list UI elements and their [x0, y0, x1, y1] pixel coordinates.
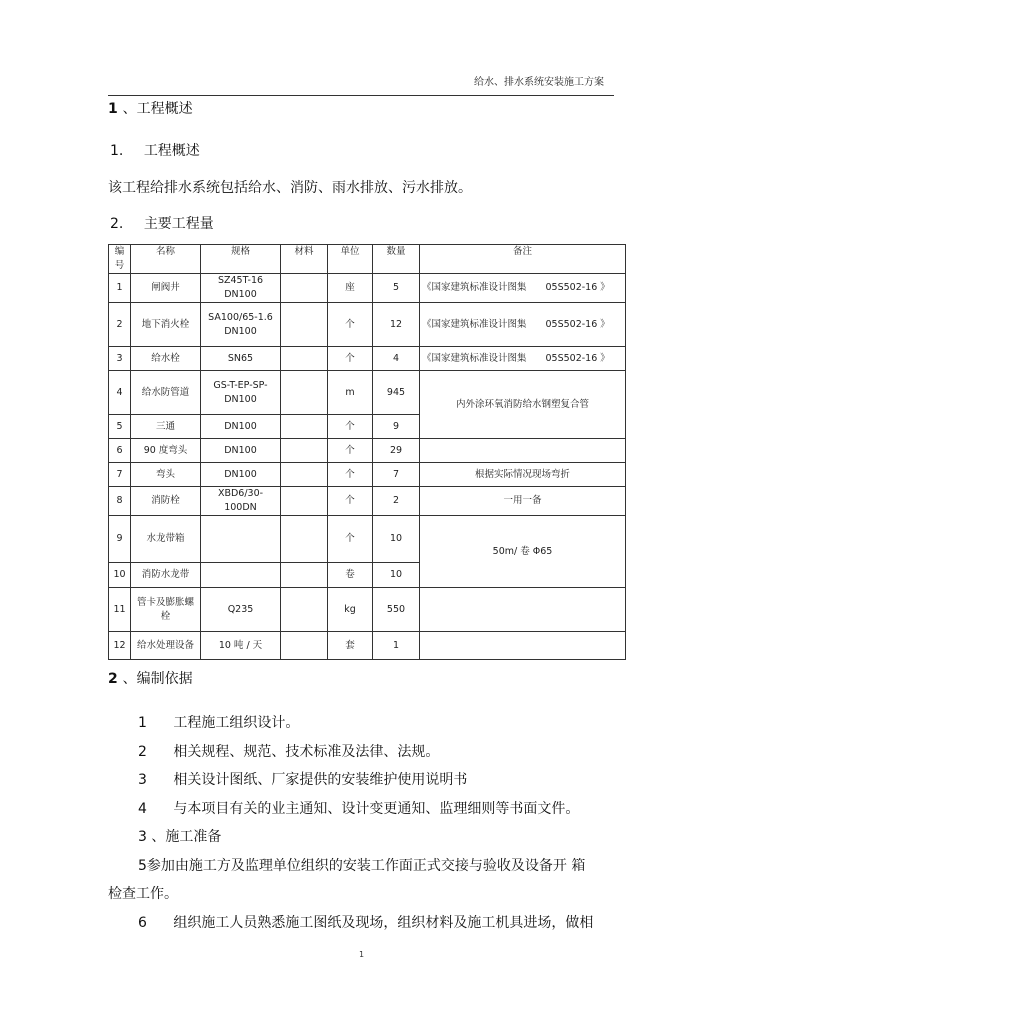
- cell-material: [281, 463, 328, 487]
- col-header-name: 名称: [131, 245, 201, 274]
- subheading-overview: [110, 140, 200, 160]
- cell-unit: 套: [328, 632, 373, 660]
- cell-no: 7: [109, 463, 131, 487]
- cell-name: 三通: [131, 415, 201, 439]
- cell-note: 根据实际情况现场弯折: [420, 463, 626, 487]
- table-row: [109, 347, 626, 371]
- cell-no: 6: [109, 439, 131, 463]
- cell-unit: 个: [328, 516, 373, 563]
- cell-spec: SA100/65-1.6 DN100: [201, 303, 281, 347]
- basis-item-num: 4: [138, 801, 147, 817]
- cell-name: 给水栓: [131, 347, 201, 371]
- cell-qty: 10: [373, 563, 420, 588]
- cell-qty: 550: [373, 588, 420, 632]
- basis-item: [138, 712, 299, 732]
- table-row: [109, 274, 626, 303]
- cell-qty: 2: [373, 487, 420, 516]
- basis-item: [138, 798, 579, 818]
- col-header-spec: 规格: [201, 245, 281, 274]
- cell-spec: DN100: [201, 439, 281, 463]
- cell-name: 消防水龙带: [131, 563, 201, 588]
- cell-spec: SN65: [201, 347, 281, 371]
- document-header-title: 给水、排水系统安装施工方案: [474, 77, 604, 88]
- page-number: 1: [359, 950, 365, 959]
- cell-note: [420, 439, 626, 463]
- cell-material: [281, 371, 328, 415]
- cell-unit: kg: [328, 588, 373, 632]
- section1-heading-text: 、工程概述: [122, 101, 193, 117]
- basis-item: [138, 741, 439, 761]
- cell-no: 10: [109, 563, 131, 588]
- col-header-material: 材料: [281, 245, 328, 274]
- cell-material: [281, 303, 328, 347]
- col-header-note: 备注: [420, 245, 626, 274]
- header-divider: [108, 95, 614, 96]
- basis-item-text: 相关设计图纸、厂家提供的安装维护使用说明书: [173, 772, 468, 788]
- cell-spec: Q235: [201, 588, 281, 632]
- cell-unit: m: [328, 371, 373, 415]
- subheading-quantities-num: 2.: [110, 216, 124, 232]
- prep-item-5-line2: 检查工作。: [108, 886, 178, 902]
- cell-spec: SZ45T-16 DN100: [201, 274, 281, 303]
- cell-no: 12: [109, 632, 131, 660]
- cell-spec: XBD6/30-100DN: [201, 487, 281, 516]
- cell-qty: 5: [373, 274, 420, 303]
- cell-spec: [201, 563, 281, 588]
- basis-item-text: 工程施工组织设计。: [173, 715, 300, 731]
- table-row: [109, 588, 626, 632]
- cell-qty: 7: [373, 463, 420, 487]
- cell-no: 5: [109, 415, 131, 439]
- cell-qty: 4: [373, 347, 420, 371]
- subheading-quantities-text: 主要工程量: [143, 216, 214, 232]
- cell-unit: 个: [328, 347, 373, 371]
- cell-note: 《国家建筑标准设计图集 05S502-16 》: [420, 347, 626, 371]
- cell-unit: 个: [328, 463, 373, 487]
- cell-material: [281, 563, 328, 588]
- cell-spec: GS-T-EP-SP-DN100: [201, 371, 281, 415]
- table-row: [109, 303, 626, 347]
- cell-no: 8: [109, 487, 131, 516]
- cell-name: 给水防管道: [131, 371, 201, 415]
- cell-name: 管卡及膨胀螺栓: [131, 588, 201, 632]
- table-row: [109, 439, 626, 463]
- cell-unit: 卷: [328, 563, 373, 588]
- table-row: [109, 371, 626, 415]
- cell-unit: 个: [328, 487, 373, 516]
- cell-name: 水龙带箱: [131, 516, 201, 563]
- cell-name: 地下消火栓: [131, 303, 201, 347]
- cell-unit: 个: [328, 439, 373, 463]
- cell-name: 90 度弯头: [131, 439, 201, 463]
- subheading-overview-text: 工程概述: [143, 143, 200, 159]
- cell-no: 9: [109, 516, 131, 563]
- prep-item-6-text: 组织施工人员熟悉施工图纸及现场，组织材料及施工机具进场，做相: [173, 915, 594, 931]
- cell-unit: 个: [328, 415, 373, 439]
- cell-spec: DN100: [201, 463, 281, 487]
- cell-name: 弯头: [131, 463, 201, 487]
- cell-material: [281, 415, 328, 439]
- section2-heading-num: 2: [108, 671, 118, 687]
- col-header-qty: 数量: [373, 245, 420, 274]
- cell-material: [281, 274, 328, 303]
- cell-no: 11: [109, 588, 131, 632]
- cell-no: 4: [109, 371, 131, 415]
- prep-item-6: [138, 912, 593, 932]
- overview-paragraph: 该工程给排水系统包括给水、消防、雨水排放、污水排放。: [108, 180, 472, 196]
- table-header-row: [109, 245, 626, 274]
- basis-item-text: 与本项目有关的业主通知、设计变更通知、监理细则等书面文件。: [173, 801, 580, 817]
- cell-spec: [201, 516, 281, 563]
- cell-spec: DN100: [201, 415, 281, 439]
- cell-qty: 29: [373, 439, 420, 463]
- cell-note-merged: 50m/ 卷 Φ65: [420, 516, 626, 588]
- cell-qty: 1: [373, 632, 420, 660]
- table-row: [109, 632, 626, 660]
- cell-qty: 9: [373, 415, 420, 439]
- cell-material: [281, 588, 328, 632]
- subheading-overview-num: 1.: [110, 143, 124, 159]
- subheading-quantities: [110, 213, 214, 233]
- section2-heading: [108, 668, 193, 688]
- section1-heading: [108, 98, 193, 118]
- cell-no: 2: [109, 303, 131, 347]
- table-row: [109, 487, 626, 516]
- cell-material: [281, 516, 328, 563]
- quantities-table: [108, 244, 626, 660]
- cell-material: [281, 439, 328, 463]
- cell-unit: 个: [328, 303, 373, 347]
- cell-note: [420, 588, 626, 632]
- cell-name: 给水处理设备: [131, 632, 201, 660]
- section1-heading-num: 1: [108, 101, 118, 117]
- cell-note-merged: 内外涂环氧消防给水钢塑复合管: [420, 371, 626, 439]
- basis-item-text: 相关规程、规范、技术标准及法律、法规。: [173, 744, 440, 760]
- cell-no: 3: [109, 347, 131, 371]
- prep-item-5-line1: 5参加由施工方及监理单位组织的安装工作面正式交接与验收及设备开 箱: [138, 858, 586, 874]
- basis-item-num: 1: [138, 715, 147, 731]
- cell-qty: 12: [373, 303, 420, 347]
- basis-item-num: 3: [138, 772, 147, 788]
- table-row: [109, 516, 626, 563]
- table-row: [109, 463, 626, 487]
- cell-qty: 945: [373, 371, 420, 415]
- basis-item-num: 2: [138, 744, 147, 760]
- col-header-no: 编号: [109, 245, 131, 274]
- cell-note: [420, 632, 626, 660]
- prep-item-6-num: 6: [138, 915, 147, 931]
- col-header-unit: 单位: [328, 245, 373, 274]
- basis-item: [138, 769, 467, 789]
- cell-material: [281, 347, 328, 371]
- cell-name: 闸阀井: [131, 274, 201, 303]
- cell-note: 《国家建筑标准设计图集 05S502-16 》: [420, 274, 626, 303]
- cell-material: [281, 632, 328, 660]
- cell-qty: 10: [373, 516, 420, 563]
- cell-unit: 座: [328, 274, 373, 303]
- cell-name: 消防栓: [131, 487, 201, 516]
- section3-heading: 3 、施工准备: [138, 829, 222, 845]
- cell-material: [281, 487, 328, 516]
- cell-spec: 10 吨 / 天: [201, 632, 281, 660]
- cell-no: 1: [109, 274, 131, 303]
- cell-note: 一用一备: [420, 487, 626, 516]
- section2-heading-text: 、编制依据: [122, 671, 193, 687]
- cell-note: 《国家建筑标准设计图集 05S502-16 》: [420, 303, 626, 347]
